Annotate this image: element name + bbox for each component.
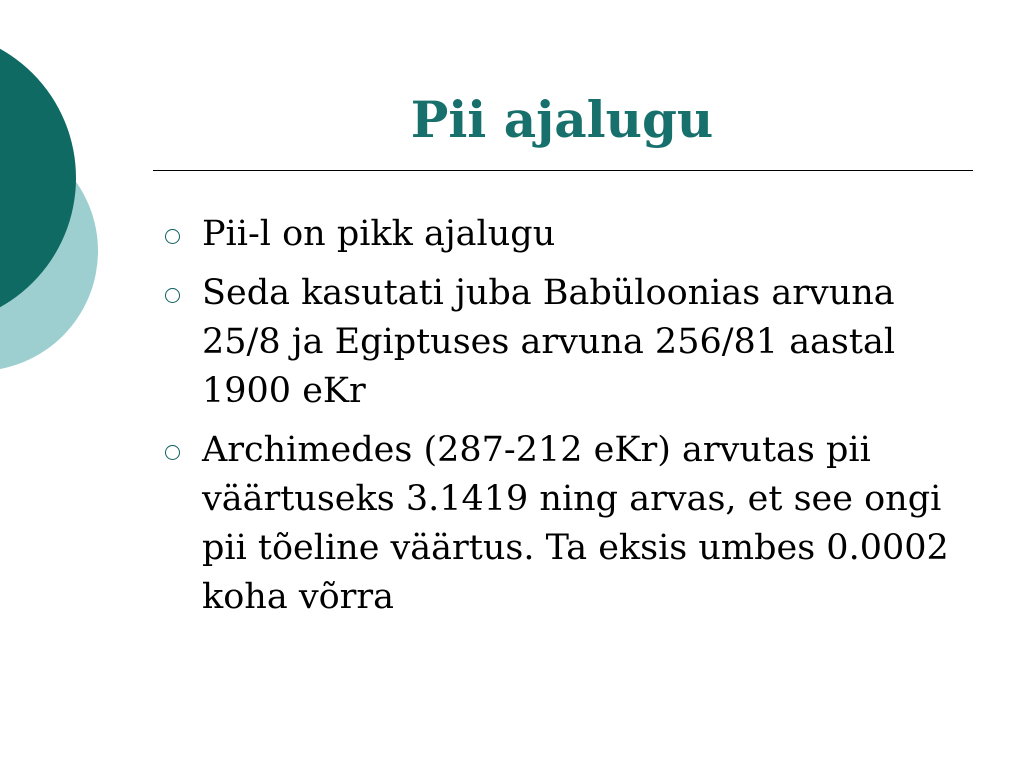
circle-bullet-icon: [165, 229, 180, 244]
bullet-text: Pii-l on pikk ajalugu: [202, 214, 556, 254]
bullet-text: Seda kasutati juba Babüloonias arvuna 25/8 ja Egiptuses arvuna 256/81 aastal 1900 eKr: [202, 273, 896, 411]
slide-title: Pii ajalugu: [410, 90, 714, 149]
decorative-circles: [0, 0, 110, 410]
bullet-text: Archimedes (287-212 eKr) arvutas pii väärtuseks 3.1419 ning arvas, et see ongi pii tõeline väärtus. Ta eksis umbes 0.0002 koha võrra: [202, 430, 949, 617]
bullet-item: [160, 426, 970, 622]
bullet-list: [160, 210, 970, 632]
title-divider: [153, 170, 973, 171]
circle-bullet-icon: [165, 288, 180, 303]
bullet-item: [160, 269, 970, 416]
circle-bullet-icon: [165, 445, 180, 460]
bullet-item: [160, 210, 970, 259]
